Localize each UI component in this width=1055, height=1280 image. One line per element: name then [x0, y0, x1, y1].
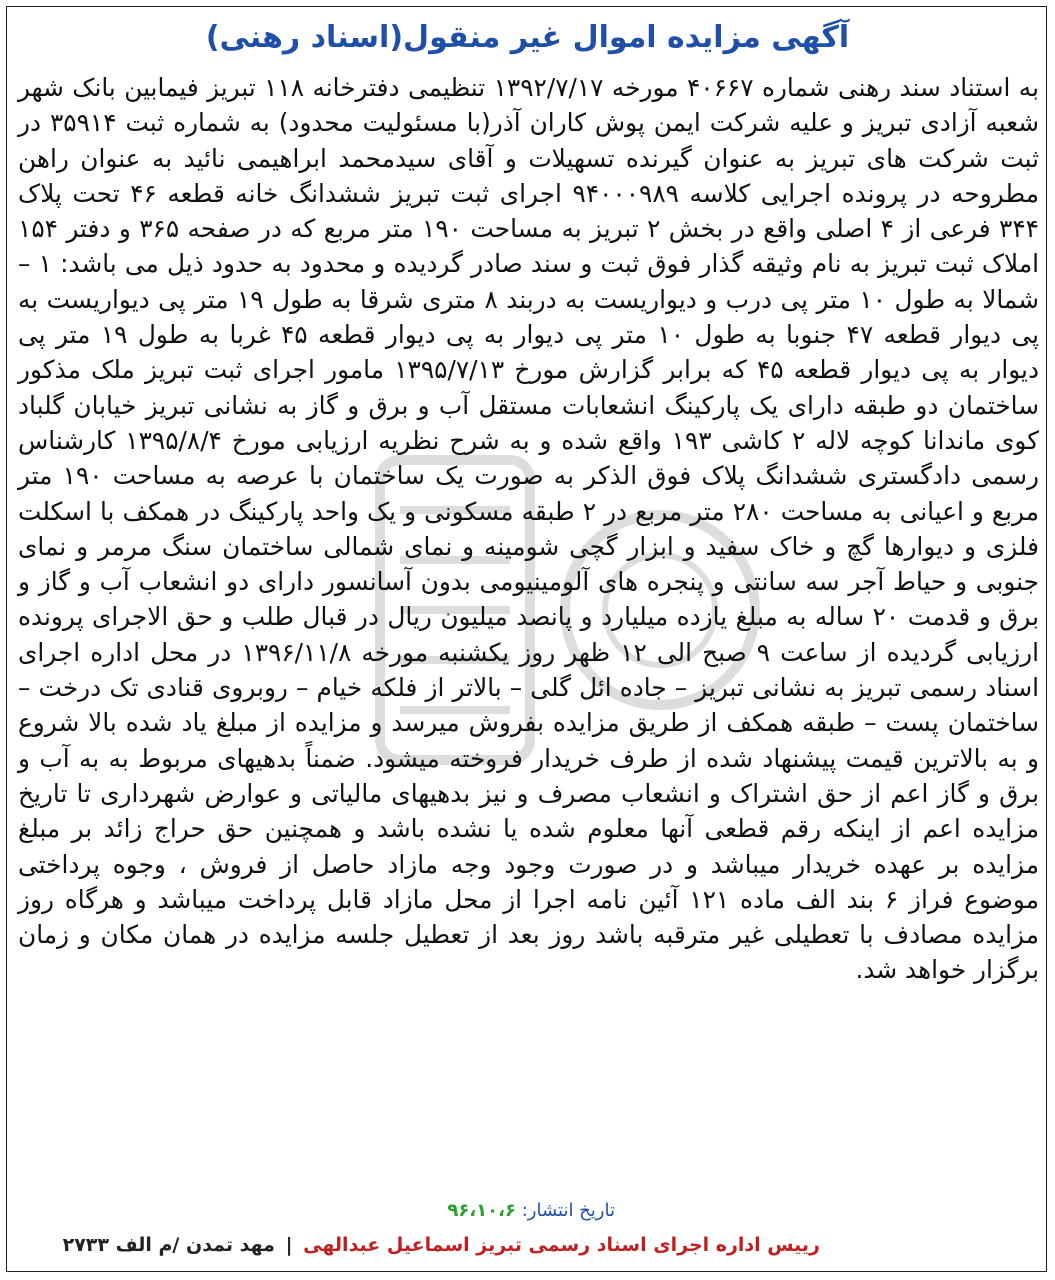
- signature-separator: |: [285, 1234, 293, 1256]
- publish-date-label: تاریخ انتشار:: [521, 1200, 615, 1221]
- publish-date-value: ۹۶،۱۰،۶: [447, 1200, 516, 1221]
- signature-reference: مهد تمدن /م الف ۲۷۳۳: [62, 1234, 275, 1256]
- signature-line: [63, 1234, 820, 1256]
- publish-date-line: [447, 1200, 615, 1221]
- notice-body: به استناد سند رهنی شماره ۴۰۶۶۷ مورخه ۱۳۹۲/۷/۱۷ تنظیمی دفترخانه ۱۱۸ تبریز فیمابین بانک شهر شعبه آزادی تبریز و علیه شرکت ایمن پوش کاران آذر(با مسئولیت محدود) به شماره ثبت ۳۵۹۱۴ در ثبت شرکت های تبریز به عنوان گیرنده تسهیلات و آقای سیدمحمد ابراهیمی نائید به عنوان راهن مطروحه در پرونده اجرایی کلاسه ۹۴۰۰۰۹۸۹ اجرای ثبت تبریز ششدانگ خانه قطعه ۴۶ تحت پلاک ۳۴۴ فرعی از ۴ اصلی واقع در بخش ۲ تبریز به مساحت ۱۹۰ متر مربع که در صفحه ۳۶۵ و دفتر ۱۵۴ املاک ثبت تبریز به نام وثیقه گذار فوق ثبت و سند صادر گردیده و محدود به حدود ذیل می باشد: ۱ –شمالا به طول ۱۰ متر پی درب و دیواریست به دربند ۸ متری شرقا به طول ۱۹ متر پی دیواریست به پی دیوار قطعه ۴۷ جنوبا به طول ۱۰ متر پی دیوار به پی دیوار قطعه ۴۵ غربا به طول ۱۹ متر پی دیوار به پی دیوار قطعه ۴۵ که برابر گزارش مورخ ۱۳۹۵/۷/۱۳ مامور اجرای ثبت تبریز ملک مذکور ساختمان دو طبقه دارای یک پارکینگ انشعابات مستقل آب و برق و گاز به نشانی تبریز خیابان گلباد کوی ماندانا کوچه لاله ۲ کاشی ۱۹۳ واقع شده و به شرح نظریه ارزیابی مورخ ۱۳۹۵/۸/۴ کارشناس رسمی دادگستری ششدانگ پلاک فوق الذکر به صورت یک ساختمان با عرصه به مساحت ۱۹۰ متر مربع و اعیانی به مساحت ۲۸۰ متر مربع در ۲ طبقه مسکونی و یک واحد پارکینگ در همکف با اسکلت فلزی و دیوارها گچ و خاک سفید و ابزار گچی شومینه و نمای شمالی ساختمان سنگ مرمر و نمای جنوبی و حیاط آجر سه سانتی و پنجره های آلومینیومی بدون آسانسور دارای دو انشعاب آب و گاز و برق و قدمت ۲۰ ساله به مبلغ یازده میلیارد و پانصد میلیون ریال در قبال طلب و حق الاجرای پرونده ارزیابی گردیده از ساعت ۹ صبح الی ۱۲ ظهر روز یکشنبه مورخه ۱۳۹۶/۱۱/۸ در محل اداره اجرای اسناد رسمی تبریز به نشانی تبریز – جاده ائل گلی – بالاتر از فلکه خیام – روبروی قنادی تک درخت – ساختمان پست – طبقه همکف از طریق مزایده بفروش میرسد و مزایده از مبلغ یاد شده بالا شروع و به بالاترین قیمت پیشنهاد شده از طرف خریدار فروخته میشود. ضمناً بدهیهای مربوط به به آب و برق و گاز اعم از حق اشتراک و انشعاب مصرف و نیز بدهیهای مالیاتی و عوارض شهرداری تا تاریخ مزایده اعم از اینکه رقم قطعی آنها معلوم شده یا نشده باشد و همچنین حق حراج زائد بر مبلغ مزایده بر عهده خریدار میباشد و در صورت وجود وجه مازاد حاصل از فروش ، وجوه پرداختی موضوع فراز ۶ بند الف ماده ۱۲۱ آئین نامه اجرا از محل مازاد قابل پرداخت میباشد و هرگاه روز مزایده مصادف با تعطیلی غیر مترقبه باشد روز بعد از تعطیل جلسه مزایده در همان مکان و زمان برگزار خواهد شد.: [18, 73, 1040, 985]
- signature-name: رییس اداره اجرای اسناد رسمی تبریز اسماعیل عبدالهی: [303, 1234, 820, 1256]
- notice-title: آگهی مزایده اموال غیر منقول(اسناد رهنی): [205, 20, 850, 55]
